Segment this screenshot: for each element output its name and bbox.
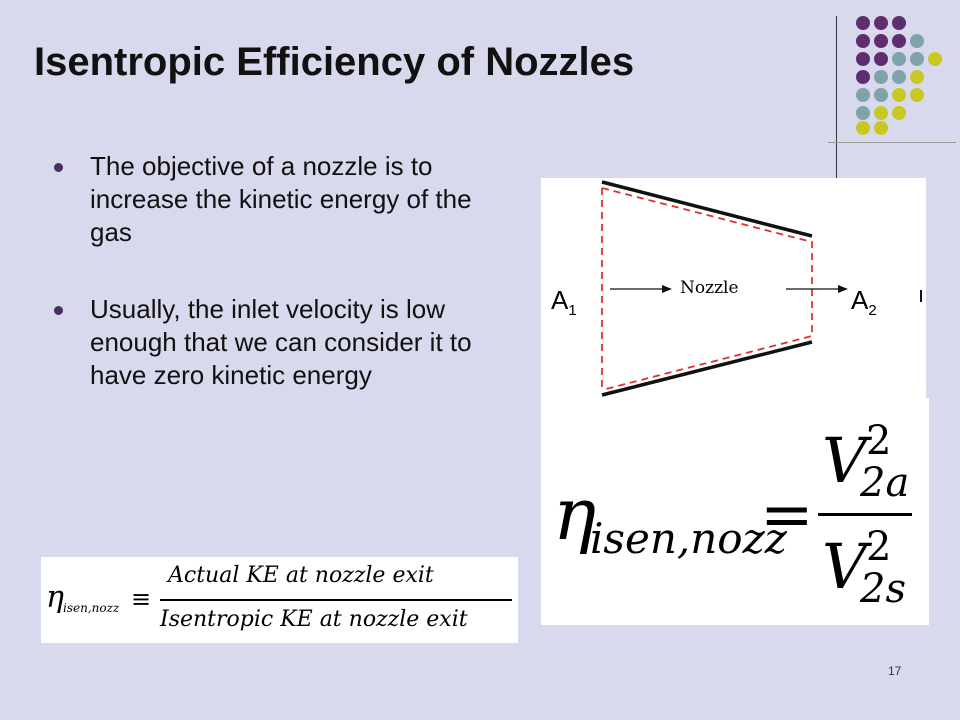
outlet-area-label — [848, 283, 880, 321]
nozzle-label: Nozzle — [680, 278, 739, 298]
ke-denominator: Isentropic KE at nozzle exit — [160, 607, 468, 632]
ke-numerator: Actual KE at nozzle exit — [168, 563, 434, 588]
bullet-text: Usually, the inlet velocity is low enough that we can consider it to have zero kinetic energy — [90, 294, 472, 390]
eta-subscript: isen,nozz — [590, 514, 787, 563]
ke-eta-symbol: η — [46, 580, 64, 615]
denominator-velocity: V — [822, 530, 867, 603]
denominator-subscript: 2s — [860, 566, 906, 612]
numerator-subscript: 2a — [860, 460, 910, 506]
equals-sign: = — [760, 478, 814, 552]
numerator-velocity: V — [822, 424, 867, 497]
ke-eta-subscript: isen,nozz — [63, 601, 120, 615]
bullet-text: The objective of a nozzle is to increase the kinetic energy of the gas — [90, 151, 472, 247]
outlet-area-subscript: 2 — [868, 302, 877, 320]
ke-fraction-bar — [160, 599, 512, 601]
ke-equiv-sign: ≡ — [131, 585, 152, 613]
slide-title: Isentropic Efficiency of Nozzles — [34, 40, 635, 84]
denominator-exponent: 2 — [866, 524, 892, 570]
eta-symbol: η — [553, 472, 597, 556]
inlet-area-symbol: A — [551, 285, 569, 315]
fraction-bar — [818, 513, 912, 516]
numerator-exponent: 2 — [866, 418, 892, 464]
inlet-area-subscript: 1 — [568, 302, 577, 320]
inlet-area-label — [548, 283, 580, 321]
outlet-area-symbol: A — [851, 285, 869, 315]
page-number: 17 — [888, 664, 902, 678]
